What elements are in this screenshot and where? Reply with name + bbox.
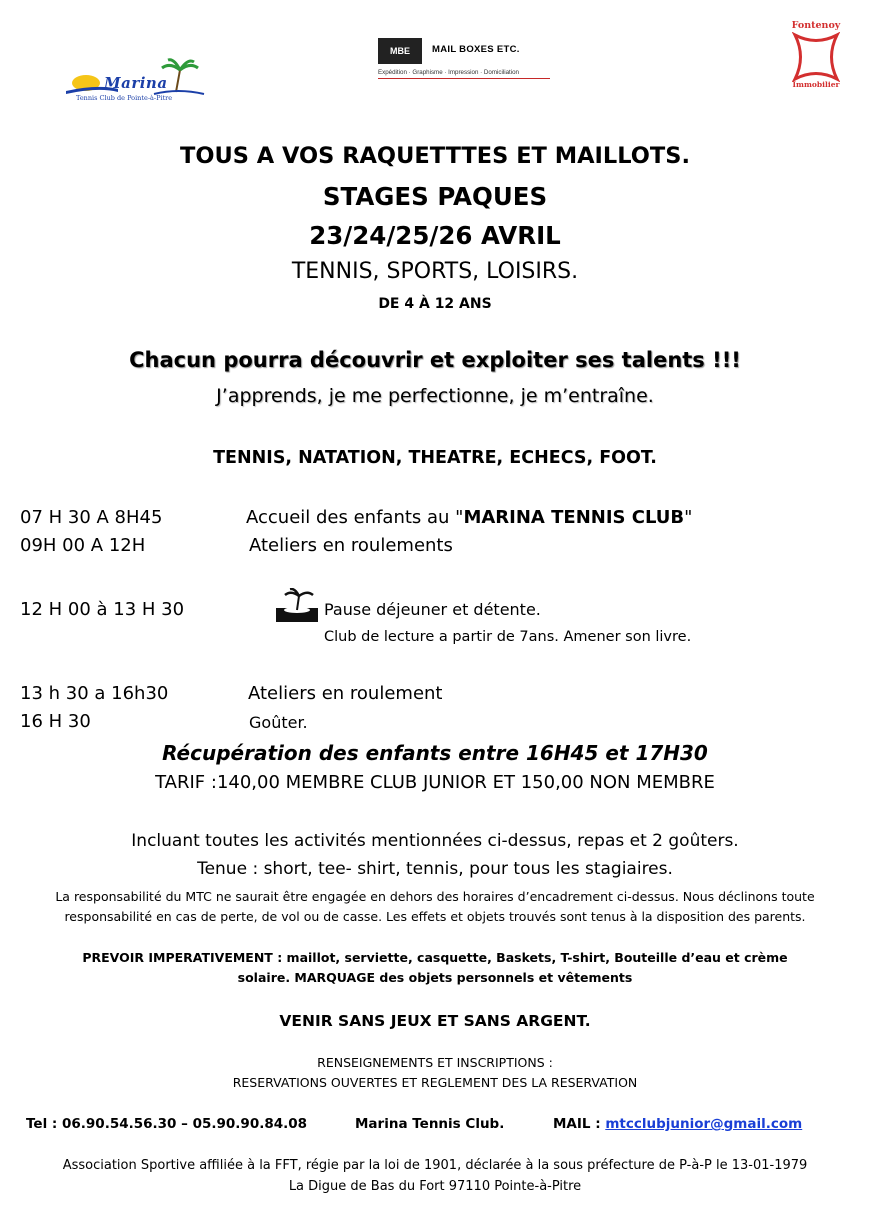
schedule-desc-1-pre: Accueil des enfants au " bbox=[246, 507, 464, 528]
mbe-underline bbox=[378, 78, 550, 79]
price: TARIF :140,00 MEMBRE CLUB JUNIOR ET 150,00 NON MEMBRE bbox=[155, 772, 715, 793]
schedule-time-1: 07 H 30 A 8H45 bbox=[20, 507, 163, 528]
bring-list-line-2: solaire. MARQUAGE des objets personnels et vêtements bbox=[237, 970, 633, 985]
schedule-time-5: 16 H 30 bbox=[20, 711, 91, 732]
schedule-desc-2: Ateliers en roulements bbox=[249, 535, 453, 556]
mail-link[interactable]: mtcclubjunior@gmail.com bbox=[605, 1116, 803, 1132]
fontenoy-title: Fontenoy bbox=[791, 20, 841, 31]
schedule-desc-1-post: " bbox=[684, 507, 693, 528]
island-icon bbox=[276, 588, 318, 622]
pickup-time: Récupération des enfants entre 16H45 et 17H30 bbox=[162, 741, 708, 765]
headline-1: TOUS A VOS RAQUETTTES ET MAILLOTS. bbox=[179, 143, 691, 169]
schedule-desc-3: Pause déjeuner et détente. bbox=[324, 600, 541, 619]
headline-sports: TENNIS, SPORTS, LOISIRS. bbox=[291, 259, 579, 284]
fontenoy-logo bbox=[788, 20, 844, 98]
registration-info bbox=[0, 1053, 870, 1093]
bring-list-line-1: PREVOIR IMPERATIVEMENT : maillot, serviette, casquette, Baskets, T-shirt, Bouteille d’eau et crème bbox=[82, 950, 788, 965]
responsibility-line-1: La responsabilité du MTC ne saurait être engagée en dehors des horaires d’encadrement ci-dessus. Nous déclinons toute bbox=[55, 889, 815, 904]
schedule-desc-5: Goûter. bbox=[249, 713, 308, 732]
schedule-desc-1-bold: MARINA TENNIS CLUB bbox=[463, 507, 685, 528]
registration-line-2: RESERVATIONS OUVERTES ET REGLEMENT DES LA RESERVATION bbox=[232, 1075, 638, 1090]
contact-phone: Tel : 06.90.54.56.30 – 05.90.90.84.08 bbox=[26, 1116, 308, 1132]
registration-line-1: RENSEIGNEMENTS ET INSCRIPTIONS : bbox=[317, 1055, 553, 1070]
talents-tagline: Chacun pourra découvrir et exploiter ses talents !!! bbox=[129, 348, 741, 372]
footer-line-2: La Digue de Bas du Fort 97110 Pointe-à-Pitre bbox=[288, 1179, 582, 1194]
fontenoy-star-icon bbox=[792, 32, 840, 82]
contact-club: Marina Tennis Club. bbox=[355, 1116, 505, 1132]
footer-line-1: Association Sportive affiliée à la FFT, régie par la loi de 1901, déclarée à la sous préfecture de P-à-P le 13-01-1979 bbox=[62, 1158, 808, 1173]
schedule-time-2: 09H 00 A 12H bbox=[20, 535, 146, 556]
fontenoy-bottom: Immobilier bbox=[792, 80, 840, 89]
headline-dates: 23/24/25/26 AVRIL bbox=[309, 221, 561, 250]
mbe-box: MBE bbox=[378, 38, 422, 64]
activities-list: TENNIS, NATATION, THEATRE, ECHECS, FOOT. bbox=[213, 448, 657, 468]
headline-2: STAGES PAQUES bbox=[322, 182, 548, 211]
mbe-logo bbox=[376, 36, 556, 80]
marina-logo bbox=[58, 56, 208, 106]
schedule-desc-3b: Club de lecture a partir de 7ans. Amener son livre. bbox=[324, 629, 692, 645]
responsibility-line-2: responsabilité en cas de perte, de vol ou de casse. Les effets et objets trouvés sont tenus à la disposition des parents. bbox=[64, 909, 806, 924]
marina-subtitle: Tennis Club de Pointe-à-Pitre bbox=[76, 94, 173, 102]
headline-age: DE 4 À 12 ANS bbox=[378, 296, 492, 312]
footer-association bbox=[0, 1155, 870, 1197]
mail-label: MAIL : bbox=[553, 1116, 601, 1132]
schedule-time-3: 12 H 00 à 13 H 30 bbox=[20, 599, 185, 620]
bring-list bbox=[0, 948, 870, 988]
marina-word: Marina bbox=[104, 74, 168, 92]
schedule-desc-4: Ateliers en roulement bbox=[248, 683, 443, 704]
learn-tagline: J’apprends, je me perfectionne, je m’entraîne. bbox=[216, 385, 654, 407]
mbe-name: MAIL BOXES ETC. bbox=[432, 44, 520, 55]
contact-mail bbox=[553, 1116, 802, 1132]
dress-code: Tenue : short, tee- shirt, tennis, pour tous les stagiaires. bbox=[197, 859, 673, 879]
schedule-desc-1 bbox=[246, 507, 692, 528]
included-text: Incluant toutes les activités mentionnées ci-dessus, repas et 2 goûters. bbox=[131, 831, 739, 851]
schedule-time-4: 13 h 30 a 16h30 bbox=[20, 683, 169, 704]
no-games-notice: VENIR SANS JEUX ET SANS ARGENT. bbox=[279, 1012, 591, 1030]
mbe-tagline: Expédition · Graphisme · Impression · Domiciliation bbox=[378, 69, 519, 76]
responsibility-text bbox=[0, 887, 870, 927]
